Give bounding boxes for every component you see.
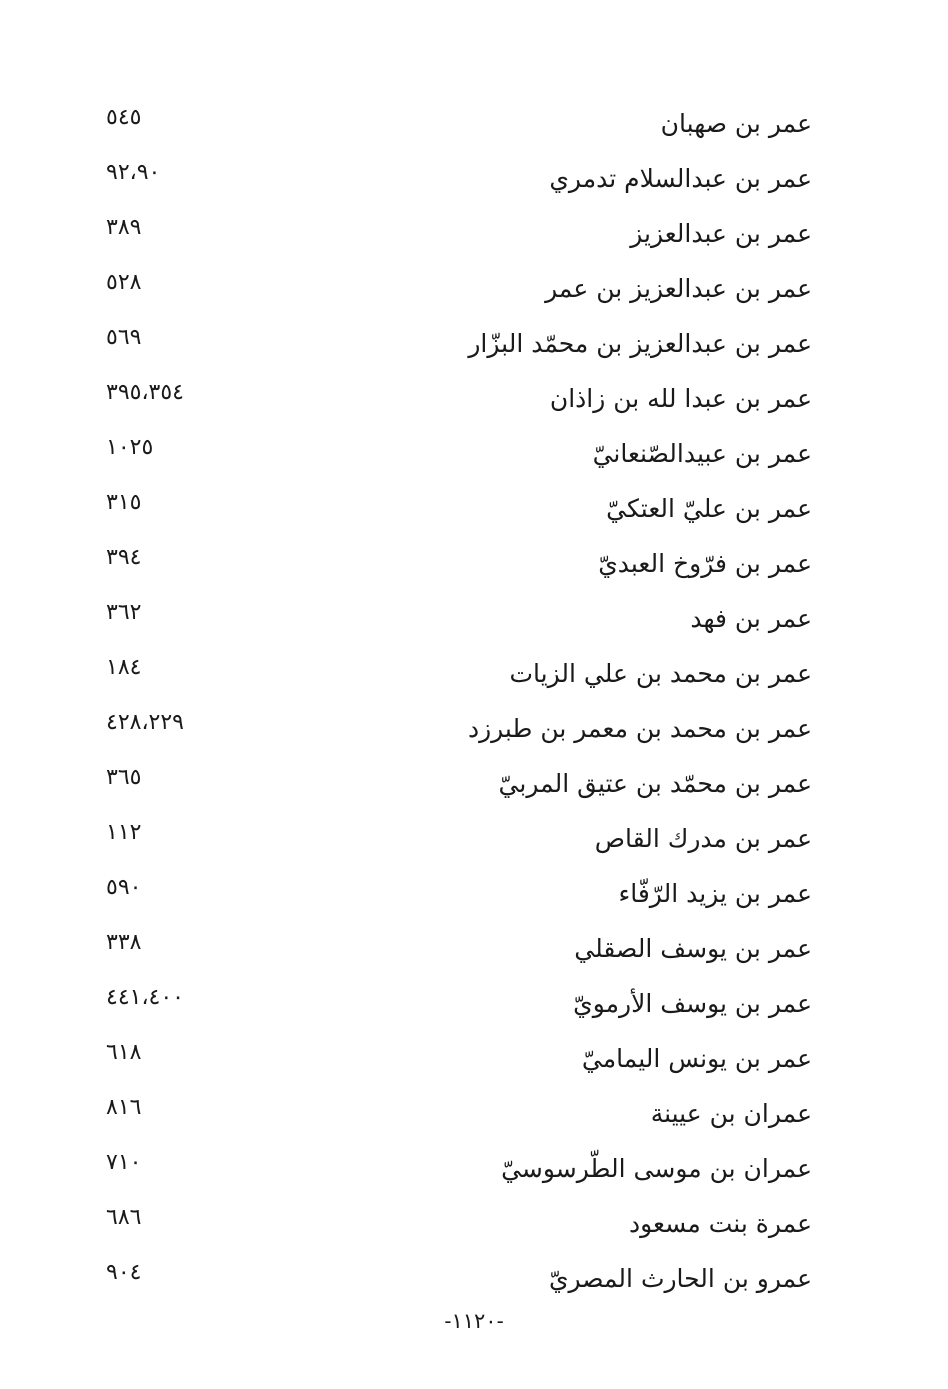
entry-pages: ٨١٦ [106,1095,142,1120]
list-item [0,373,948,428]
entry-name: عمر بن عبدالعزيز بن محمّد البزّار [468,329,812,358]
entry-pages: ١١٢ [106,820,142,845]
entry-name: عمر بن عليّ العتكيّ [606,494,812,523]
list-item [0,813,948,868]
list-item [0,318,948,373]
entry-name: عمر بن يوسف الأرمويّ [573,989,812,1018]
entry-pages: ٣٦٢ [106,600,142,625]
entry-name: عمر بن صهبان [660,109,812,138]
entry-name: عمر بن عبدا لله بن زاذان [549,384,812,413]
entry-name: عمر بن عبدالعزيز بن عمر [545,274,812,303]
list-item [0,1033,948,1088]
entry-name: عمر بن مدرك القاص [594,824,812,853]
list-item [0,1253,948,1308]
entry-name: عمر بن عبيدالصّنعانيّ [592,439,812,468]
entry-pages: ٧١٠ [106,1150,142,1175]
entry-pages: ٦٨٦ [106,1205,142,1230]
list-item [0,1143,948,1198]
list-item [0,978,948,1033]
list-item [0,703,948,758]
list-item [0,263,948,318]
entry-pages: ٥٩٠ [106,875,142,900]
list-item [0,98,948,153]
list-item [0,1088,948,1143]
entry-pages: ٥٢٨ [106,270,142,295]
entry-name: عمر بن فرّوخ العبديّ [598,549,812,578]
entry-pages: ٣٦٥ [106,765,142,790]
index-list [0,98,948,1308]
entry-pages: ٦١٨ [106,1040,142,1065]
entry-pages: ٩٠٤ [106,1260,142,1285]
entry-pages: ٣٩٤ [106,545,142,570]
entry-name: عمران بن عيينة [650,1099,812,1128]
page-number: -١١٢٠- [444,1309,504,1333]
entry-name: عمر بن محمد بن معمر بن طبرزد [467,714,812,743]
list-item [0,208,948,263]
entry-name: عمر بن يزيد الرّفّاء [618,879,812,908]
list-item [0,758,948,813]
entry-name: عمر بن عبدالسلام تدمري [549,164,812,193]
entry-name: عمر بن عبدالعزيز [630,219,812,248]
entry-pages: ٣٨٩ [106,215,142,240]
list-item [0,593,948,648]
entry-name: عمر بن محمد بن علي الزيات [509,659,812,688]
entry-pages: ٣٣٨ [106,930,142,955]
entry-name: عمرة بنت مسعود [628,1209,812,1238]
list-item [0,428,948,483]
entry-name: عمر بن يونس اليماميّ [581,1044,812,1073]
list-item [0,923,948,978]
list-item [0,868,948,923]
list-item [0,538,948,593]
entry-pages: ٣١٥ [106,490,142,515]
entry-name: عمرو بن الحارث المصريّ [548,1264,812,1293]
list-item [0,483,948,538]
entry-pages: ٣٩٥،٣٥٤ [106,380,184,405]
entry-pages: ٤٤١،٤٠٠ [106,985,184,1010]
entry-pages: ٩٢،٩٠ [106,160,161,185]
entry-pages: ٤٢٨،٢٢٩ [106,710,184,735]
entry-name: عمر بن محمّد بن عتيق المربيّ [498,769,812,798]
entry-name: عمر بن يوسف الصقلي [574,934,812,963]
entry-pages: ٥٤٥ [106,105,142,130]
list-item [0,1198,948,1253]
entry-name: عمر بن فهد [690,604,812,633]
list-item [0,648,948,703]
entry-pages: ١٨٤ [106,655,142,680]
entry-pages: ٥٦٩ [106,325,142,350]
entry-pages: ١٠٢٥ [106,435,154,460]
entry-name: عمران بن موسى الطّرسوسيّ [501,1154,812,1183]
list-item [0,153,948,208]
